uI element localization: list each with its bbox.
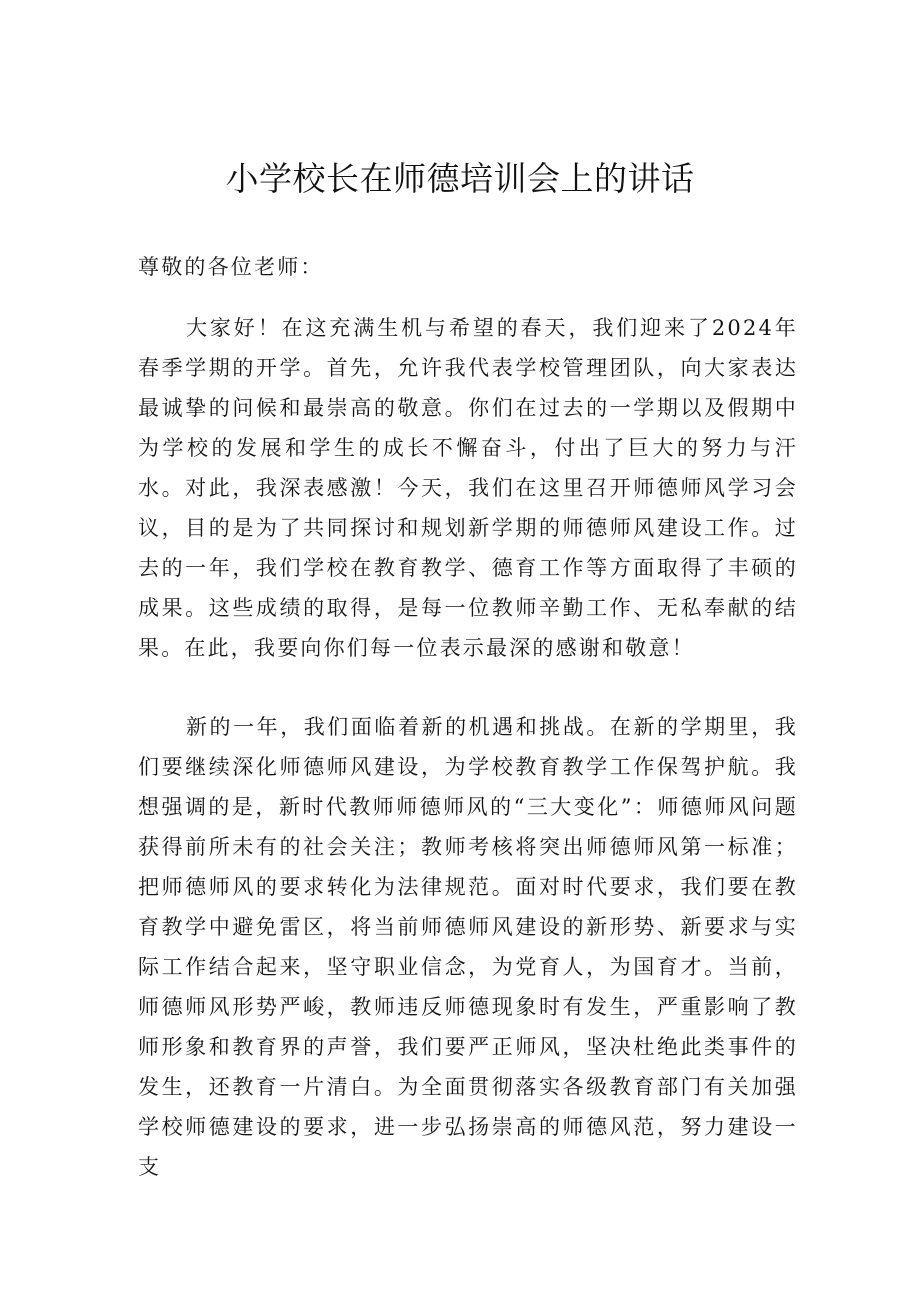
paragraph-opening: 大家好！在这充满生机与希望的春天，我们迎来了2024年春季学期的开学。首先，允许我代表学校管理团队，向大家表达最诚挚的问候和最崇高的敬意。你们在过去的一学期以及假期中为学校的发展和学生的成长不懈奋斗，付出了巨大的努力与汗水。对此，我深表感激！今天，我们在这里召开师德师风学习会议，目的是为了共同探讨和规划新学期的师德师风建设工作。过去的一年，我们学校在教育教学、德育工作等方面取得了丰硕的成果。这些成绩的取得，是每一位教师辛勤工作、无私奉献的结果。在此，我要向你们每一位表示最深的感谢和敬意！ xyxy=(138,316,798,660)
salutation: 尊敬的各位老师： xyxy=(138,255,324,279)
paragraph-new-year: 新的一年，我们面临着新的机遇和挑战。在新的学期里，我们要继续深化师德师风建设，为学校教育教学工作保驾护航。我想强调的是，新时代教师师德师风的“三大变化”：师德师风问题获得前所未有的社会关注；教师考核将突出师德师风第一标准；把师德师风的要求转化为法律规范。面对时代要求，我们要在教育教学中避免雷区，将当前师德师风建设的新形势、新要求与实际工作结合起来，坚守职业信念，为党育人，为国育才。当前，师德师风形势严峻，教师违反师德现象时有发生，严重影响了教师形象和教育界的声誉，我们要严正师风，坚决杜绝此类事件的发生，还教育一片清白。为全面贯彻落实各级教育部门有关加强学校师德建设的要求，进一步弘扬崇高的师德风范，努力建设一支 xyxy=(138,715,798,1179)
document-title: 小学校长在师德培训会上的讲话 xyxy=(225,159,695,198)
